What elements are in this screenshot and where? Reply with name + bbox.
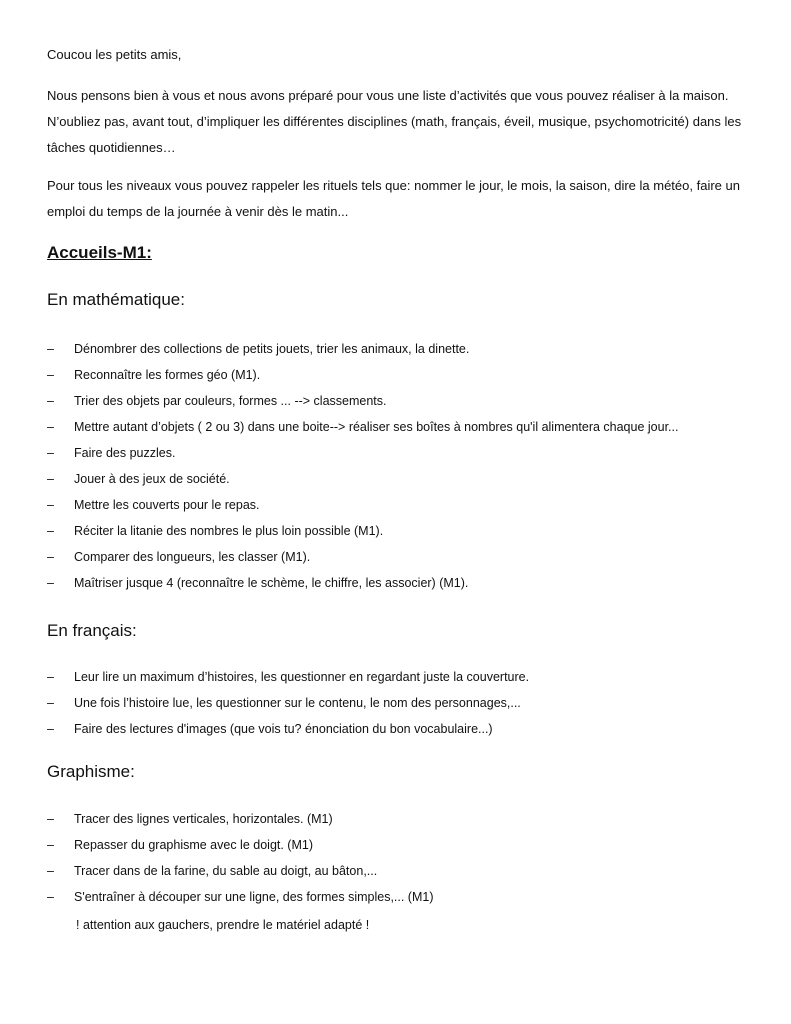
list-item-text: Comparer des longueurs, les classer (M1). (74, 550, 311, 564)
list-item-text: Trier des objets par couleurs, formes ... --> classements. (74, 394, 387, 408)
bullet-dash: – (47, 838, 54, 852)
list-item-text: Repasser du graphisme avec le doigt. (M1) (74, 838, 314, 852)
list-item-text: Une fois l’histoire lue, les questionner sur le contenu, le nom des personnages,... (74, 696, 521, 710)
list-item (47, 388, 767, 414)
list-item (47, 858, 767, 884)
bullet-dash: – (47, 576, 54, 590)
bullet-dash: – (47, 446, 54, 460)
list-item-text: Dénombrer des collections de petits jouets, trier les animaux, la dinette. (74, 342, 470, 356)
bullet-dash: – (47, 696, 54, 710)
list-item (47, 664, 767, 690)
section-title: Accueils-M1: (47, 243, 152, 262)
list-item (47, 414, 767, 440)
bullet-dash: – (47, 890, 54, 904)
list-item (47, 544, 767, 570)
bullet-dash: – (47, 420, 54, 434)
list-item-text: Tracer des lignes verticales, horizontales. (M1) (74, 812, 333, 826)
bullet-dash: – (47, 722, 54, 736)
list-item-text: Maîtriser jusque 4 (reconnaître le schème, le chiffre, les associer) (M1). (74, 576, 469, 590)
list-item (47, 716, 767, 742)
list-item-text: Mettre les couverts pour le repas. (74, 498, 260, 512)
list-item (47, 518, 767, 544)
list-item (47, 466, 767, 492)
list-item-text: Leur lire un maximum d’histoires, les questionner en regardant juste la couverture. (74, 670, 530, 684)
graphisme-list (47, 806, 767, 910)
bullet-dash: – (47, 670, 54, 684)
list-item-text: S'entraîner à découper sur une ligne, des formes simples,... (M1) (74, 890, 434, 904)
list-item-text: Mettre autant d’objets ( 2 ou 3) dans une boite--> réaliser ses boîtes à nombres qu'il alimentera chaque jour... (74, 420, 679, 434)
list-item-text: Réciter la litanie des nombres le plus loin possible (M1). (74, 524, 384, 538)
bullet-dash: – (47, 812, 54, 826)
math-list (47, 336, 767, 596)
list-item-text: Faire des lectures d'images (que vois tu? énonciation du bon vocabulaire...) (74, 722, 493, 736)
list-item (47, 832, 767, 858)
bullet-dash: – (47, 368, 54, 382)
list-item (47, 362, 767, 388)
list-item (47, 570, 767, 596)
math-heading: En mathématique: (47, 290, 185, 309)
intro-paragraph-1: Nous pensons bien à vous et nous avons préparé pour vous une liste d’activités que vous pouvez réaliser à la maison. N’oubliez pas, avant tout, d’impliquer les différentes disciplines (math, français, éveil, musique, psychomotricité) dans les tâches quotidiennes… (47, 88, 742, 155)
francais-heading: En français: (47, 621, 137, 640)
list-item (47, 336, 767, 362)
list-item (47, 440, 767, 466)
list-item-text: Reconnaître les formes géo (M1). (74, 368, 261, 382)
list-item-text: Tracer dans de la farine, du sable au doigt, au bâton,... (74, 864, 378, 878)
list-item (47, 690, 767, 716)
graphisme-heading: Graphisme: (47, 762, 135, 781)
list-item-text: Jouer à des jeux de société. (74, 472, 230, 486)
intro-paragraph-2: Pour tous les niveaux vous pouvez rappeler les rituels tels que: nommer le jour, le mois, la saison, dire la météo, faire un emploi du temps de la journée à venir dès le matin... (47, 178, 740, 219)
list-item-text: Faire des puzzles. (74, 446, 176, 460)
list-item (47, 884, 767, 910)
list-item (47, 492, 767, 518)
bullet-dash: – (47, 472, 54, 486)
bullet-dash: – (47, 524, 54, 538)
francais-list (47, 664, 767, 742)
bullet-dash: – (47, 394, 54, 408)
greeting: Coucou les petits amis, (47, 47, 182, 62)
bullet-dash: – (47, 342, 54, 356)
bullet-dash: – (47, 498, 54, 512)
bullet-dash: – (47, 550, 54, 564)
bullet-dash: – (47, 864, 54, 878)
left-handed-note: ! attention aux gauchers, prendre le matériel adapté ! (76, 918, 370, 932)
list-item (47, 806, 767, 832)
